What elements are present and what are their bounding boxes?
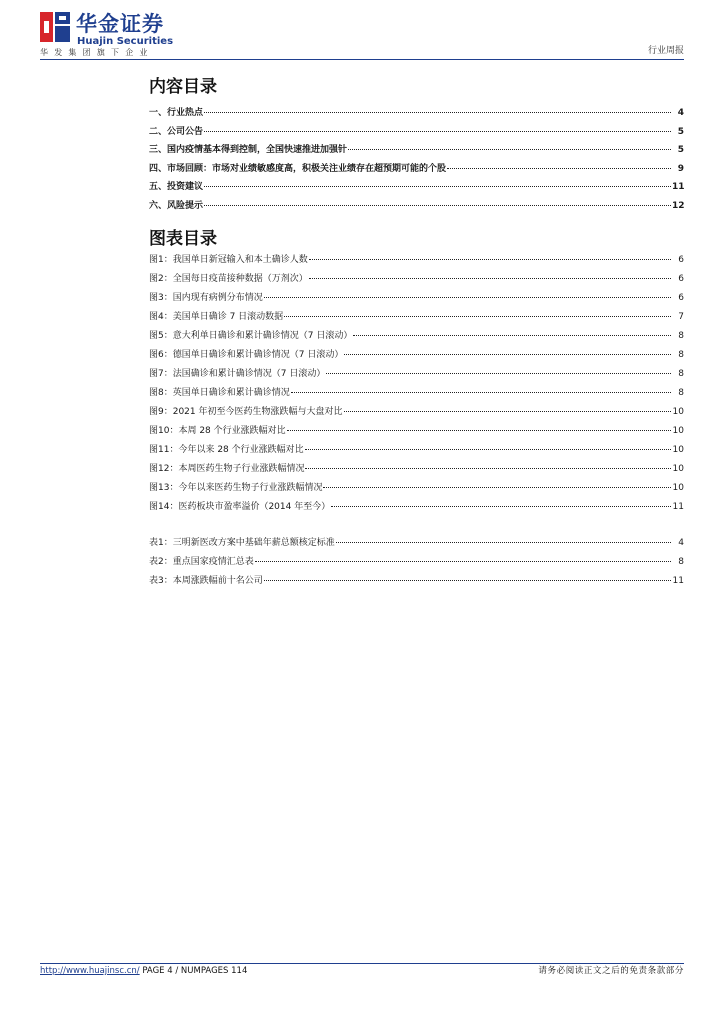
- toc-item[interactable]: 四、市场回顾：市场对业绩敏感度高，积极关注业绩存在超预期可能的个股 9: [149, 163, 684, 174]
- figure-item[interactable]: 图2：全国每日疫苗接种数据（万剂次） 6: [149, 274, 684, 284]
- figure-item[interactable]: 图6：德国单日确诊和累计确诊情况（7 日滚动） 8: [149, 350, 684, 360]
- figures-list: [149, 251, 684, 517]
- header-divider: [40, 59, 684, 60]
- toc-item[interactable]: 五、投资建议 11: [149, 182, 685, 192]
- table-item[interactable]: 表1：三明新医改方案中基础年薪总额核定标准 4: [149, 538, 684, 548]
- footer-disclaimer: 请务必阅读正文之后的免责条款部分: [538, 966, 684, 976]
- logo-english-name: Huajin Securities: [77, 36, 174, 47]
- logo-tagline: 华发集团旗下企业: [40, 48, 154, 57]
- footer-left: [40, 966, 247, 977]
- figure-item[interactable]: 图7：法国确诊和累计确诊情况（7 日滚动） 8: [149, 369, 684, 379]
- figure-item[interactable]: 图9：2021 年初至今医药生物涨跌幅与大盘对比 10: [149, 407, 684, 417]
- contents-section: [149, 76, 684, 591]
- figure-item[interactable]: 图14：医药板块市盈率溢价（2014 年至今） 11: [149, 502, 684, 512]
- figure-item[interactable]: 图5：意大利单日确诊和累计确诊情况（7 日滚动） 8: [149, 331, 684, 341]
- figures-title: 图表目录: [149, 229, 217, 249]
- figure-item[interactable]: 图1：我国单日新冠输入和本土确诊人数 6: [149, 255, 684, 265]
- toc-title: 内容目录: [149, 77, 217, 97]
- figure-item[interactable]: 图11：今年以来 28 个行业涨跌幅对比 10: [149, 445, 684, 455]
- toc-list: [149, 104, 684, 215]
- logo-chinese-name: 华金证券: [76, 12, 164, 36]
- figure-item[interactable]: 图8：英国单日确诊和累计确诊情况 8: [149, 388, 684, 398]
- report-type: 行业周报: [647, 46, 684, 56]
- table-item[interactable]: 表2：重点国家疫情汇总表 8: [149, 557, 684, 567]
- table-item[interactable]: 表3：本周涨跌幅前十名公司 11: [149, 576, 684, 586]
- footer-divider: [40, 963, 684, 964]
- huajin-logo-icon: [40, 12, 70, 42]
- figure-item[interactable]: 图13：今年以来医药生物子行业涨跌幅情况 10: [149, 483, 684, 493]
- figure-item[interactable]: 图12：本周医药生物子行业涨跌幅情况 10: [149, 464, 684, 474]
- page-header: [40, 10, 684, 60]
- toc-item[interactable]: 二、公司公告 5: [149, 126, 684, 137]
- toc-item[interactable]: 三、国内疫情基本得到控制，全国快速推进加强针 5: [149, 145, 684, 155]
- toc-item[interactable]: 六、风险提示 12: [149, 200, 685, 211]
- tables-list: [149, 534, 684, 591]
- figure-item[interactable]: 图10：本周 28 个行业涨跌幅对比 10: [149, 426, 684, 436]
- website-link[interactable]: http://www.huajinsc.cn/: [40, 966, 140, 976]
- figure-item[interactable]: 图3：国内现有病例分布情况 6: [149, 293, 684, 303]
- toc-item[interactable]: 一、行业热点 4: [149, 108, 684, 118]
- page-number: PAGE 4 / NUMPAGES 114: [139, 966, 248, 976]
- figure-item[interactable]: 图4：美国单日确诊 7 日滚动数据 7: [149, 312, 684, 322]
